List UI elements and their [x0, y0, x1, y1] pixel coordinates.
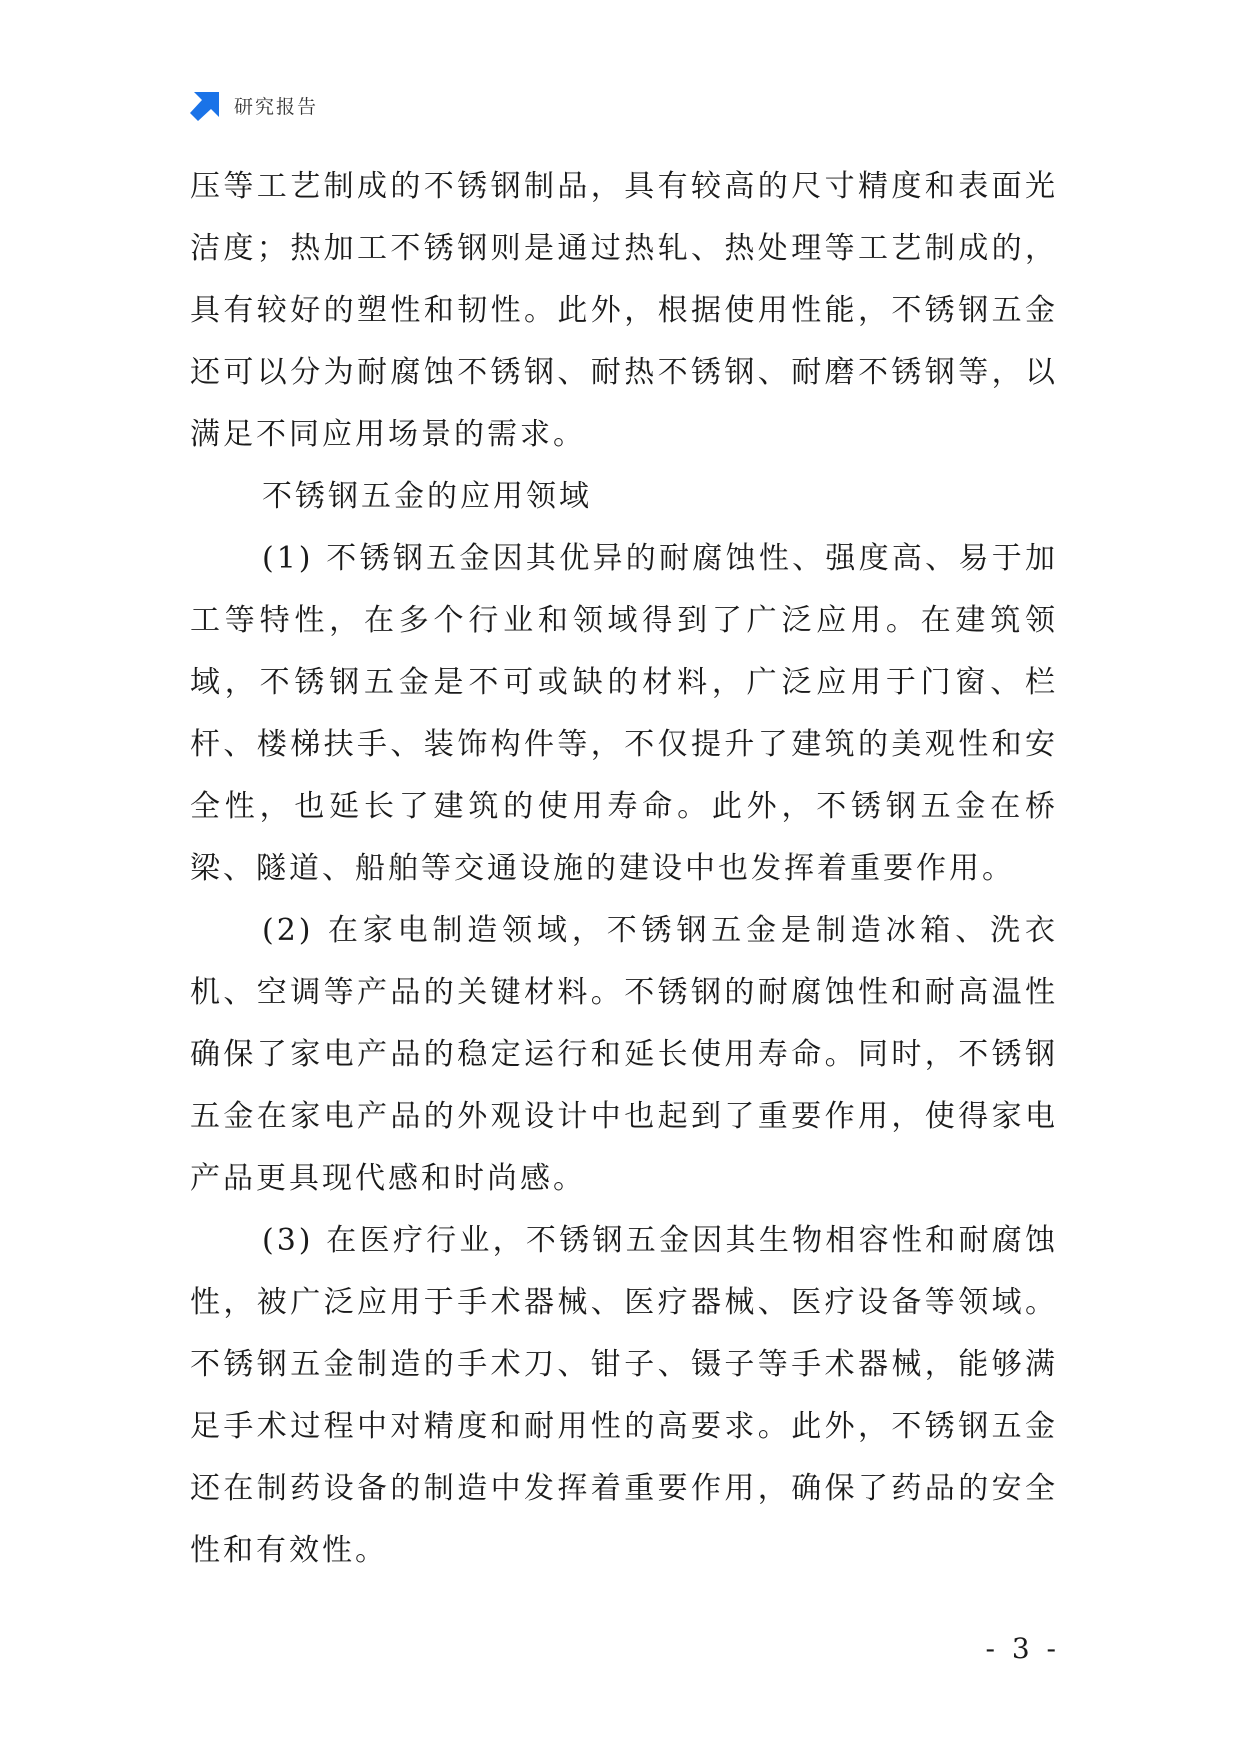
document-body — [190, 156, 1058, 1582]
paragraph-1: (1) 不锈钢五金因其优异的耐腐蚀性、强度高、易于加工等特性，在多个行业和领域得到了广泛应用。在建筑领域，不锈钢五金是不可或缺的材料，广泛应用于门窗、栏杆、楼梯扶手、装饰构件等，不仅提升了建筑的美观性和安全性，也延长了建筑的使用寿命。此外，不锈钢五金在桥梁、隧道、船舶等交通设施的建设中也发挥着重要作用。 — [190, 541, 1058, 886]
section-heading: 不锈钢五金的应用领域 — [262, 479, 592, 514]
page-header — [190, 88, 318, 122]
paragraph-3: (3) 在医疗行业，不锈钢五金因其生物相容性和耐腐蚀性，被广泛应用于手术器械、医疗器械、医疗设备等领域。不锈钢五金制造的手术刀、钳子、镊子等手术器械，能够满足手术过程中对精度和耐用性的高要求。此外，不锈钢五金还在制药设备的制造中发挥着重要作用，确保了药品的安全性和有效性。 — [190, 1223, 1058, 1568]
paragraph-2: (2) 在家电制造领域，不锈钢五金是制造冰箱、洗衣机、空调等产品的关键材料。不锈钢的耐腐蚀性和耐高温性确保了家电产品的稳定运行和延长使用寿命。同时，不锈钢五金在家电产品的外观设计中也起到了重要作用，使得家电产品更具现代感和时尚感。 — [190, 913, 1058, 1196]
header-title: 研究报告 — [234, 95, 319, 118]
paragraph-continuation: 压等工艺制成的不锈钢制品，具有较高的尺寸精度和表面光洁度；热加工不锈钢则是通过热轧、热处理等工艺制成的，具有较好的塑性和韧性。此外，根据使用性能，不锈钢五金还可以分为耐腐蚀不锈钢、耐热不锈钢、耐磨不锈钢等，以满足不同应用场景的需求。 — [190, 169, 1058, 452]
arrow-logo-icon — [190, 89, 222, 121]
page-number: - 3 - — [985, 1632, 1060, 1665]
